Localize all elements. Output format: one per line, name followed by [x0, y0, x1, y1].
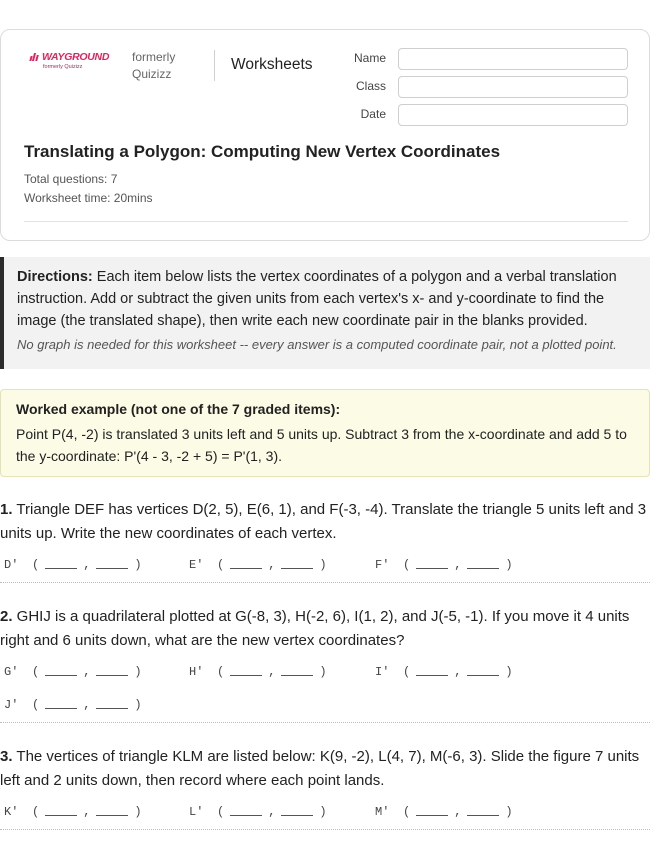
answer-slot[interactable]: H' ( , ) [189, 665, 327, 679]
class-label: Class [355, 79, 386, 93]
section-label: Worksheets [231, 56, 313, 73]
question-divider [0, 722, 650, 723]
answer-slot[interactable]: K' ( , ) [4, 805, 142, 819]
worksheet-title: Translating a Polygon: Computing New Vertex Coordinates [24, 142, 501, 161]
example-heading: Worked example (not one of the 7 graded items): [16, 401, 341, 417]
question-divider [0, 829, 650, 830]
name-field[interactable] [398, 48, 628, 70]
answer-slot[interactable]: M' ( , ) [375, 805, 513, 819]
question-divider [0, 582, 650, 583]
answer-slot[interactable]: J' ( , ) [4, 698, 142, 712]
date-field[interactable] [398, 104, 628, 126]
wayground-logo [30, 51, 120, 70]
directions-box [0, 257, 650, 369]
answer-slot[interactable]: I' ( , ) [375, 665, 513, 679]
worked-example-box [0, 389, 650, 477]
question-1-text: 1. Triangle DEF has vertices D(2, 5), E(6, 1), and F(-3, -4). Translate the triangle 5 units left and 3 units up. Write the new coordinates of each vertex. [0, 501, 647, 542]
total-questions: Total questions: 7 [24, 172, 118, 186]
answer-slot[interactable]: E' ( , ) [189, 558, 327, 572]
answer-slot[interactable]: G' ( , ) [4, 665, 142, 679]
directions-note: No graph is needed for this worksheet -- every answer is a computed coordinate pair, not a plotted point. [17, 337, 617, 352]
worksheet-time: Worksheet time: 20mins [24, 191, 153, 205]
answer-slot[interactable]: D' ( , ) [4, 558, 142, 572]
directions-text: Directions: Each item below lists the vertex coordinates of a polygon and a verbal translation instruction. Add or subtract the given units from each vertex's x- and y-coordinate to find the image (the translated shape), then write each new coordinate pair in the blanks provided. [17, 269, 617, 329]
worksheet-header-card [0, 29, 650, 241]
name-label: Name [353, 51, 386, 65]
answer-slot[interactable]: F' ( , ) [375, 558, 513, 572]
brand-name: WAYGROUND [42, 51, 110, 63]
answer-slot[interactable]: L' ( , ) [189, 805, 327, 819]
date-label: Date [360, 107, 386, 121]
formerly-quizizz-text: formerly Quizizz [132, 50, 176, 81]
class-field[interactable] [398, 76, 628, 98]
brand-subtitle: formerly Quizizz [43, 64, 83, 70]
question-3-text: 3. The vertices of triangle KLM are listed below: K(9, -2), L(4, 7), M(-6, 3). Slide the figure 7 units left and 2 units down, then record where each point lands. [0, 748, 640, 789]
card-divider [24, 221, 628, 222]
example-body: Point P(4, -2) is translated 3 units left and 5 units up. Subtract 3 from the x-coordinate and add 5 to the y-coordinate: P'(4 - 3, -2 + 5) = P'(1, 3). [16, 426, 627, 464]
header-divider [214, 50, 215, 81]
logo-mark-icon [30, 53, 38, 61]
question-2-text: 2. GHIJ is a quadrilateral plotted at G(-8, 3), H(-2, 6), I(1, 2), and J(-5, -1). If you move it 4 units right and 6 units down, what are the new vertex coordinates? [0, 608, 630, 649]
